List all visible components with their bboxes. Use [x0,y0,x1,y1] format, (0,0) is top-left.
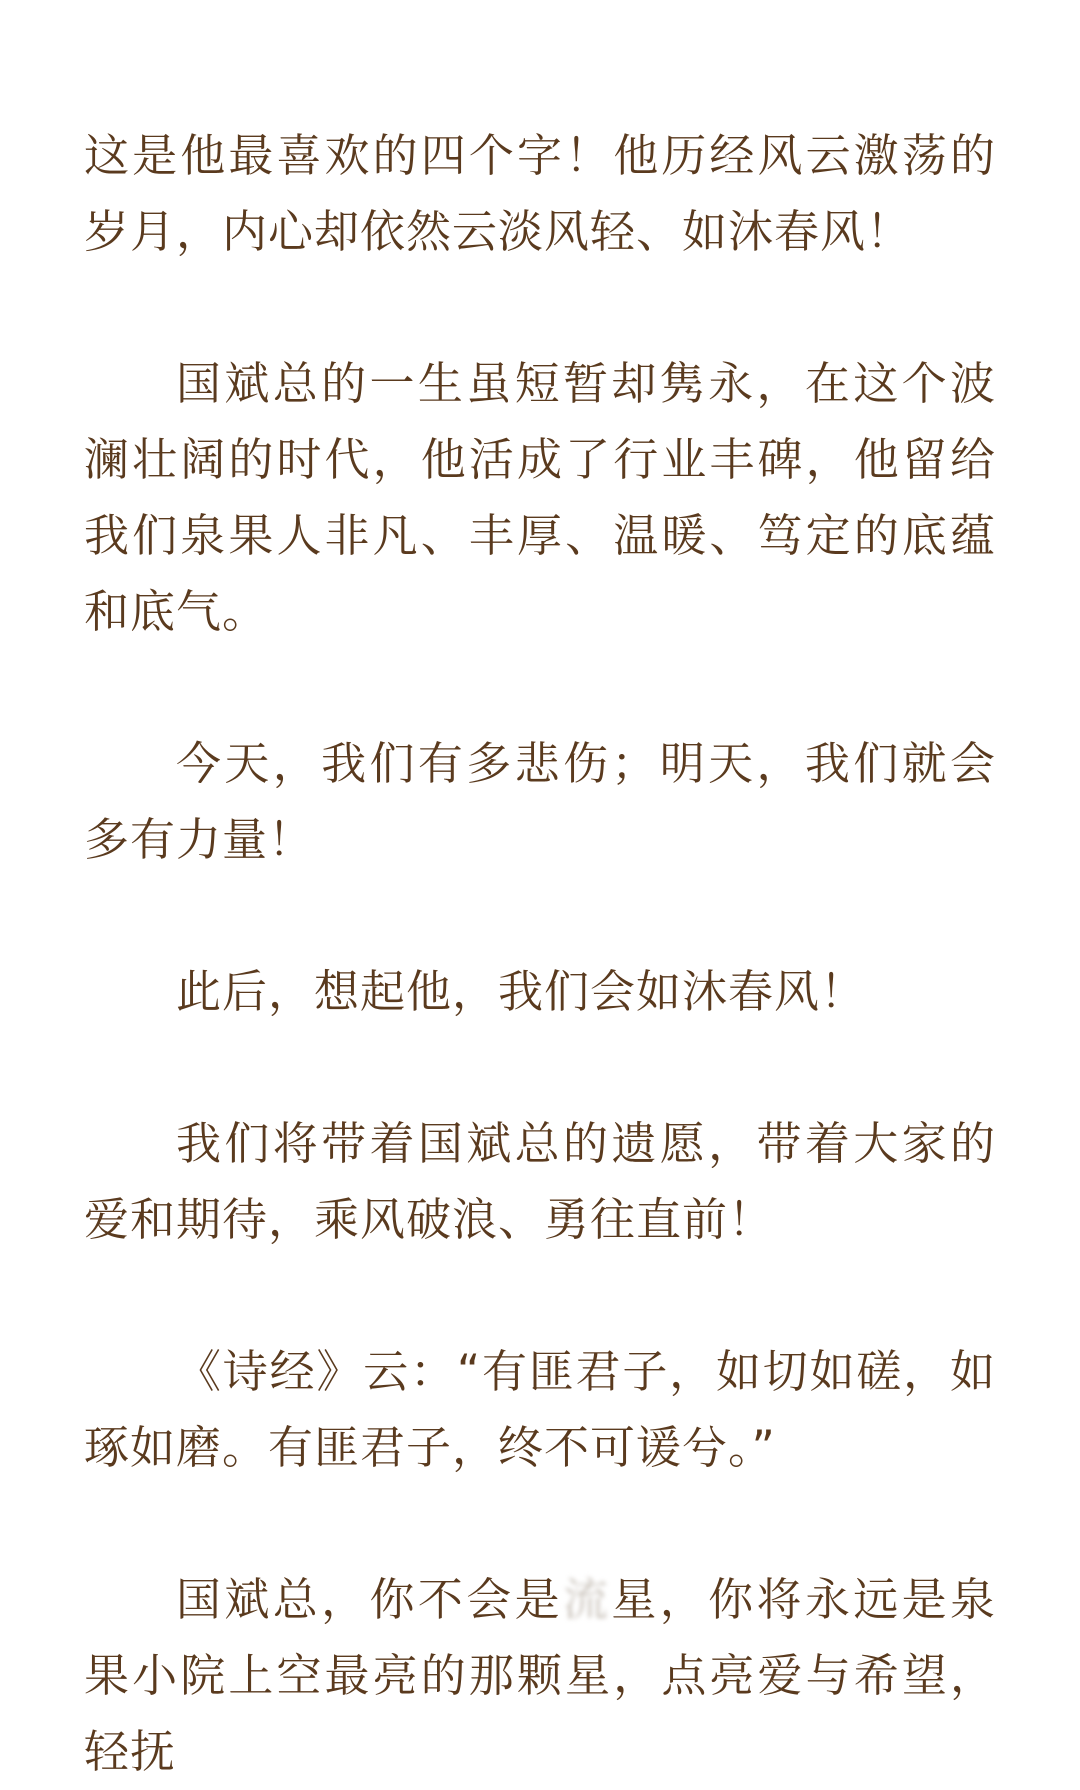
paragraph-3: 今天，我们有多悲伤；明天，我们就会多有力量！ [84,737,996,866]
article-body [84,118,996,1790]
blurred-character: 流 [562,1573,612,1626]
paragraph-4: 此后，想起他，我们会如沐春风！ [176,965,867,1018]
paragraph-7 [84,1562,996,1790]
paragraph-2: 国斌总的一生虽短暂却隽永，在这个波澜壮阔的时代，他活成了行业丰碑，他留给我们泉果人非凡、丰厚、温暖、笃定的底蕴和底气。 [84,357,996,638]
paragraph-6: 《诗经》云：“有匪君子，如切如磋，如琢如磨。有匪君子，终不可谖兮。” [84,1345,996,1474]
paragraph-7-end: 星，你将永远是泉果小院上空最亮的那颗星，点亮爱与希望，轻抚 [84,1573,996,1778]
paragraph-5: 我们将带着国斌总的遗愿，带着大家的爱和期待，乘风破浪、勇往直前！ [84,1117,996,1246]
paragraph-7-start: 国斌总，你不会是 [176,1573,563,1626]
paragraph-1: 这是他最喜欢的四个字！他历经风云激荡的岁月，内心却依然云淡风轻、如沐春风！ [84,129,996,258]
